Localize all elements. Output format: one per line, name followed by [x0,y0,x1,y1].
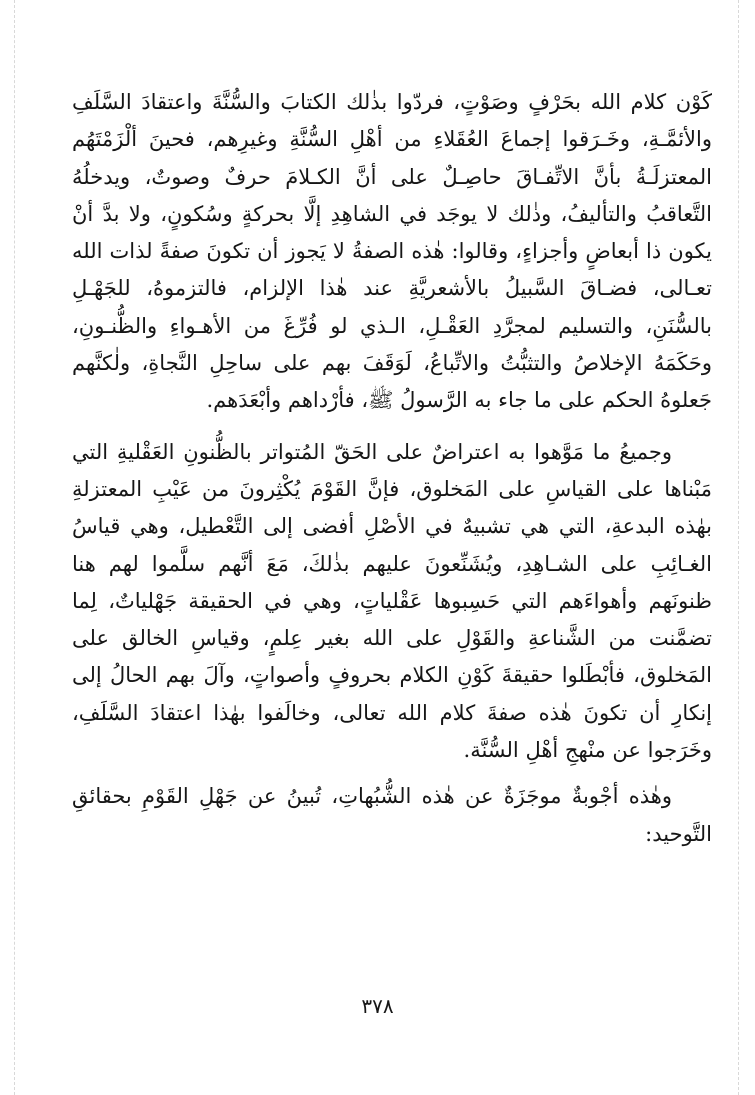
paragraph-3: وهٰذه أجْوبةٌ موجَزَةٌ عن هٰذه الشُّبُهاتِ، تُبينُ عن جَهْلِ القَوْمِ بحقائقِ التَّوحيد: [72,784,712,846]
scan-border-left [14,0,15,1095]
paragraph-2: وجميعُ ما مَوَّهوا به اعتراضٌ على الحَقّ المُتواتر بالظُّنونِ العَقْليةِ التي مَبْناها على القياسِ على المَخلوق، فإنَّ القَوْمَ يُكْثِرونَ من عَيْبِ المعتزلةِ بهٰذه البدعةِ، التي هي تشبيهٌ في الأصْلِ أفضى إلى التَّعْطيل، وهي قياسُ الغـائِبِ على الشـاهِدِ، ويُشَنِّعونَ عليهم بذٰلكَ، مَعَ أنَّهم سلَّموا لهم هنا ظنونَهم وأهواءَهم التي حَسِبوها عَقْلياتٍ، وهي في الحقيقة جَهْلياتٌ، لِما تضمَّنت من الشَّناعةِ والقَوْلِ على الله بغير عِلمٍ، وقياسِ الخالق على المَخلوق، فأبْطَلوا حقيقةَ كَوْنِ الكلام بحروفٍ وأصواتٍ، وآلَ بهم الحالُ إلى إنكارِ أن تكونَ هٰذه صفةَ كلام الله تعالى، وخالَفوا بهٰذا اعتقادَ السَّلَفِ، وخَرَجوا عن منْهجِ أهْلِ السُّنَّة. [72,439,712,763]
paragraph-1: كَوْن كلام الله بحَرْفٍ وصَوْتٍ، فردّوا بذٰلك الكتابَ والسُّنَّةَ واعتقادَ السَّلَفِ والأئمَّـةِ، وخَـرَقوا إجماعَ العُقَلاءِ من أهْلِ السُّنَّةِ وغيرِهم، فحينَ ألْزَمْتَهُم المعتزلَـةُ بأنَّ الاتِّفـاقَ حاصِـلٌ على أنَّ الكـلامَ حرفٌ وصوتٌ، ويدخلُهُ التَّعاقبُ والتأليفُ، وذٰلك لا يوجَد في الشاهِدِ إلَّا بحركةٍ وسُكونٍ، ولا بدَّ أنْ يكون ذا أبعاضٍ وأجزاءٍ، وقالوا: هٰذه الصفةُ لا يَجوز أن تكونَ صفةً لذات الله تعـالى، فضـاقَ السَّبيلُ بالأشعريَّةِ عند هٰذا الإلزام، فالتزموهُ، للجَهْـلِ بالسُّنَنِ، والتسليم لمجرَّدِ العَقْـلِ، الـذي لو فُرِّغَ من الأهـواءِ والظُّنـونِ، وحَكَمَهُ الإخلاصُ والتثبُّتُ والاتِّباعُ، لَوَقَفَ بهم على ساحِلِ النَّجاةِ، ولٰكنَّهم جَعلوهُ الحكم على ما جاء به الرَّسولُ ﷺ، فأرْداهم وأبْعَدَهم. [72,90,712,413]
page-number: ٣٧٨ [361,994,394,1018]
page-body [72,84,712,853]
scan-border-right [738,0,739,1095]
